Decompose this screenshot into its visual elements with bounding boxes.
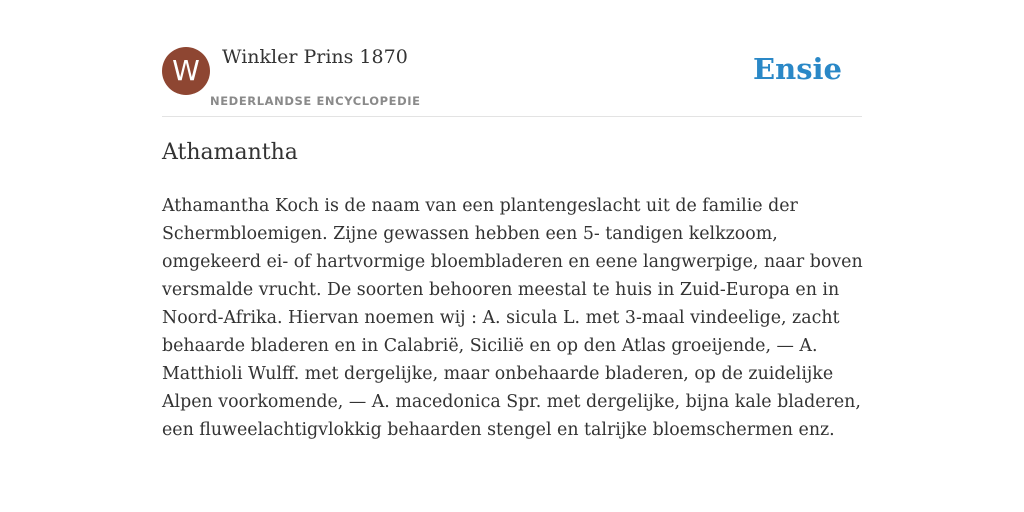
brand-logo[interactable]: Ensie — [753, 52, 842, 86]
source-header — [162, 46, 862, 117]
source-subtitle: NEDERLANDSE ENCYCLOPEDIE — [210, 94, 421, 108]
source-title[interactable]: Winkler Prins 1870 — [222, 46, 408, 68]
entry-title: Athamantha — [162, 140, 298, 165]
source-avatar[interactable]: W — [162, 47, 210, 95]
entry-body: Athamantha Koch is de naam van een plantengeslacht uit de familie der Schermbloemigen. Zijne gewassen hebben een 5- tandigen kelkzoom, omgekeerd ei- of hartvormige bloembladeren en eene langwerpige, naar boven versmalde vrucht. De soorten behooren meestal te huis in Zuid-Europa en in Noord-Afrika. Hiervan noemen wij : A. sicula L. met 3-maal vindeelige, zacht behaarde bladeren en in Calabrië, Sicilië en op den Atlas groeijende, — A. Matthioli Wulff. met dergelijke, maar onbehaarde bladeren, op de zuidelijke Alpen voorkomende, — A. macedonica Spr. met dergelijke, bijna kale bladeren, een fluweelachtigvlokkig behaarden stengel en talrijke bloemschermen enz. — [162, 196, 863, 440]
